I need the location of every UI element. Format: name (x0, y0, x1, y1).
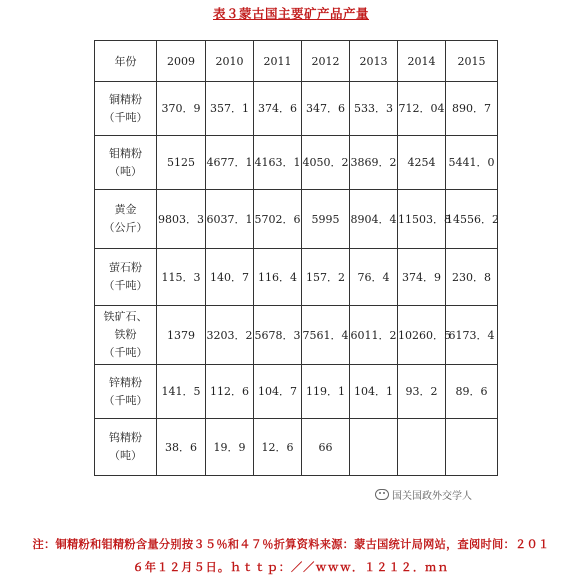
table-cell: 712．04 (398, 82, 446, 136)
table-row (95, 82, 498, 136)
table-cell: 116．4 (254, 249, 302, 306)
header-year: 2014 (398, 41, 446, 82)
table-cell: 3869．2 (350, 136, 398, 190)
row-label (95, 306, 157, 365)
table-cell: 374．6 (254, 82, 302, 136)
row-label-line: 铁粉 (114, 328, 137, 341)
table-cell: 11503．8 (398, 190, 446, 249)
row-label-line: （千吨） (103, 393, 148, 407)
table-cell: 4677．1 (206, 136, 254, 190)
table-cell: 10260．5 (398, 306, 446, 365)
table-cell: 3203．2 (206, 306, 254, 365)
header-year: 2011 (254, 41, 302, 82)
row-label-line: 黄金 (114, 203, 137, 216)
row-label-line: 铜精粉 (109, 92, 142, 106)
table-cell: 66 (302, 419, 350, 476)
table-cell: 89．6 (446, 365, 498, 419)
header-year: 2012 (302, 41, 350, 82)
row-label-line: （吨） (109, 164, 142, 178)
table-cell (446, 419, 498, 476)
table-cell: 890．7 (446, 82, 498, 136)
table-cell: 4254 (398, 136, 446, 190)
wechat-watermark (375, 487, 472, 502)
row-label (95, 82, 157, 136)
table-cell: 140．7 (206, 249, 254, 306)
row-label-line: （千吨） (103, 279, 148, 292)
table-cell (350, 419, 398, 476)
table-cell (398, 419, 446, 476)
header-row (95, 41, 498, 82)
row-label-line: （公斤） (103, 221, 148, 234)
header-year: 2010 (206, 41, 254, 82)
table-cell: 5678．3 (254, 306, 302, 365)
table-cell: 370．9 (157, 82, 206, 136)
table-cell: 12．6 (254, 419, 302, 476)
table-row (95, 136, 498, 190)
row-label-line: 钨精粉 (109, 431, 142, 444)
row-label-line: 锌精粉 (109, 375, 142, 389)
table-cell: 115．3 (157, 249, 206, 306)
table-row (95, 249, 498, 306)
table-cell: 4050．2 (302, 136, 350, 190)
table-cell: 347．6 (302, 82, 350, 136)
wechat-icon (375, 489, 389, 500)
table-cell: 4163．1 (254, 136, 302, 190)
source-note-line-2: ６年１２月５日。ｈｔｔｐ：／／ｗｗｗ．１２１２．ｍｎ (132, 561, 450, 574)
table-cell: 5702．6 (254, 190, 302, 249)
header-year-label: 年份 (95, 41, 157, 82)
table-row (95, 306, 498, 365)
table-cell: 9803．3 (157, 190, 206, 249)
table-cell: 104．1 (350, 365, 398, 419)
table-cell: 7561．4 (302, 306, 350, 365)
mineral-production-table (94, 40, 498, 476)
table-cell: 230．8 (446, 249, 498, 306)
source-note-line-1: 注：铜精粉和钼精粉含量分别按３５％和４７％折算资料来源：蒙古国统计局网站，查阅时间：２０１ (32, 538, 550, 551)
table-row (95, 190, 498, 249)
row-label-line: 钼精粉 (109, 146, 142, 160)
row-label-line: 铁矿石、 (103, 310, 148, 323)
table-cell: 6037．1 (206, 190, 254, 249)
row-label-line: （千吨） (103, 346, 148, 359)
table-cell: 38．6 (157, 419, 206, 476)
table-cell: 14556．2 (446, 190, 498, 249)
row-label (95, 249, 157, 306)
table-cell: 119．1 (302, 365, 350, 419)
header-year: 2013 (350, 41, 398, 82)
table-row (95, 419, 498, 476)
table-cell: 93．2 (398, 365, 446, 419)
table-cell: 8904．4 (350, 190, 398, 249)
table-cell: 6011．2 (350, 306, 398, 365)
table-cell: 19．9 (206, 419, 254, 476)
watermark-text: 国关国政外交学人 (392, 491, 472, 502)
row-label (95, 190, 157, 249)
table-cell: 357．1 (206, 82, 254, 136)
table-cell: 1379 (157, 306, 206, 365)
row-label-line: 萤石粉 (109, 261, 142, 274)
row-label (95, 136, 157, 190)
table-cell: 533．3 (350, 82, 398, 136)
table-cell: 5441．0 (446, 136, 498, 190)
header-year: 2015 (446, 41, 498, 82)
header-year: 2009 (157, 41, 206, 82)
table-cell: 112．6 (206, 365, 254, 419)
table-cell: 5125 (157, 136, 206, 190)
table-cell: 6173．4 (446, 306, 498, 365)
table-cell: 104．7 (254, 365, 302, 419)
row-label-line: （千吨） (103, 110, 148, 124)
table-cell: 157．2 (302, 249, 350, 306)
table-title: 表３蒙古国主要矿产品产量 (212, 6, 369, 21)
table-cell: 374．9 (398, 249, 446, 306)
table-cell: 76．4 (350, 249, 398, 306)
table-row (95, 365, 498, 419)
table-cell: 141．5 (157, 365, 206, 419)
row-label-line: （吨） (109, 449, 142, 462)
row-label (95, 365, 157, 419)
row-label (95, 419, 157, 476)
table-cell: 5995 (302, 190, 350, 249)
